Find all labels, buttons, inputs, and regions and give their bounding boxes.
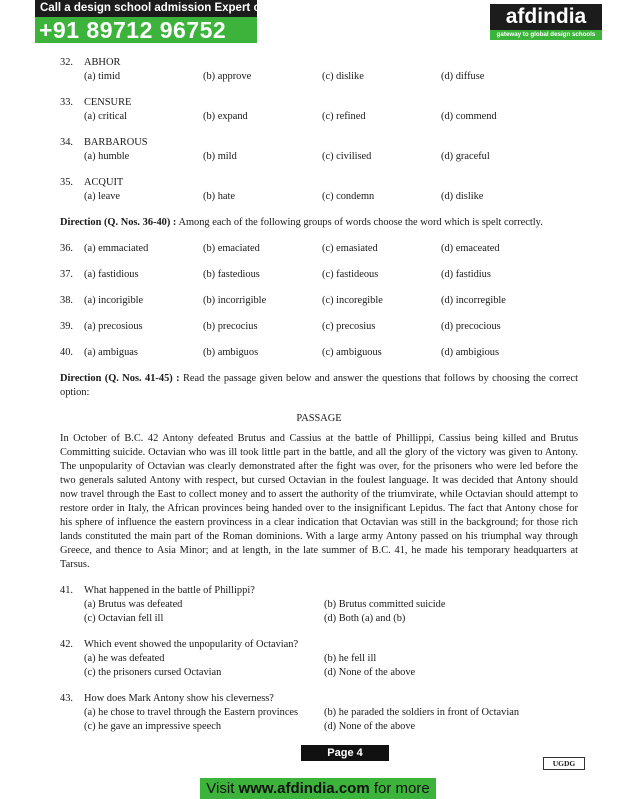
- exam-code-box: UGDG: [543, 757, 585, 770]
- option-d: (d) None of the above: [324, 721, 416, 732]
- question-number: 34.: [60, 137, 73, 148]
- option-d: (d) ambigious: [441, 347, 500, 358]
- question-number: 39.: [60, 321, 73, 332]
- visit-prefix: Visit: [206, 780, 239, 797]
- direction-label: Direction (Q. Nos. 36-40) :: [60, 217, 177, 228]
- option-d: (d) diffuse: [441, 71, 485, 82]
- option-a: (a) he was defeated: [84, 653, 165, 664]
- option-b: (b) incorrigible: [203, 295, 267, 306]
- option-d: (d) None of the above: [324, 667, 416, 678]
- option-c: (c) ambiguous: [322, 347, 382, 358]
- question-38: [60, 294, 578, 308]
- option-d: (d) graceful: [441, 151, 490, 162]
- phone-number[interactable]: +91 89712 96752: [35, 17, 257, 43]
- question-number: 40.: [60, 347, 73, 358]
- direction-41-45: [60, 372, 578, 400]
- admission-banner: [35, 0, 268, 43]
- option-c: (c) Octavian fell ill: [84, 613, 164, 624]
- page-number-badge: Page 4: [301, 745, 389, 761]
- question-number: 42.: [60, 639, 73, 650]
- option-c: (c) incoregible: [322, 295, 383, 306]
- passage-title: PASSAGE: [296, 413, 342, 424]
- option-a: (a) timid: [84, 71, 121, 82]
- direction-36-40: [60, 216, 578, 230]
- option-d: (d) Both (a) and (b): [324, 613, 406, 624]
- question-number: 33.: [60, 97, 73, 108]
- option-b: (b) ambiguos: [203, 347, 259, 358]
- option-a: (a) Brutus was defeated: [84, 599, 183, 610]
- option-b: (b) he paraded the soldiers in front of Octavian: [324, 707, 520, 718]
- option-a: (a) incorigible: [84, 295, 144, 306]
- option-b: (b) mild: [203, 151, 237, 162]
- option-a: (a) fastidious: [84, 269, 139, 280]
- option-b: (b) hate: [203, 191, 236, 202]
- passage-text: In October of B.C. 42 Antony defeated Brutus and Cassius at the battle of Phillippi, Cassius being killed and Brutus Committing suicide. Octavian who was ill took little part in the battle, and all the glory of the victory was given to Antony. The unpopularity of Octavian was clearly demonstrated after the fight was over, for the prisoners who were led before the two generals saluted Antony with respect, but cursed Octavian in the foulest language. It was decided that Antony should now travel through the East to collect money and to assert the authority of the triumvirate, while Octavian should attempt to restore order in Italy, the African provinces being handed over to the insignificant Lepidus. The fact that Antony chose for his sphere of influence the eastern provincess in a clear indication that Octavian was still in the background; for those rich lands constituted the main part of the Roman dominions. With a large army Antony passed on his triumphal way through Greece, and thence to Asia Minor; and at length, in the late summer of B.C. 41, he made his temporary headquarters at Tarsus.: [60, 433, 578, 570]
- option-b: (b) expand: [203, 111, 248, 122]
- question-word: BARBAROUS: [84, 137, 148, 148]
- question-number: 43.: [60, 693, 73, 704]
- question-37: [60, 268, 578, 282]
- question-43: [60, 692, 578, 734]
- option-a: (a) he chose to travel through the Eastern provinces: [84, 707, 299, 718]
- question-39: [60, 320, 578, 334]
- option-d: (d) fastidius: [441, 269, 491, 280]
- option-a: (a) critical: [84, 111, 127, 122]
- question-number: 36.: [60, 243, 73, 254]
- option-c: (c) dislike: [322, 71, 364, 82]
- question-41: [60, 584, 578, 626]
- option-b: (b) approve: [203, 71, 252, 82]
- option-b: (b) precocius: [203, 321, 258, 332]
- option-d: (d) commend: [441, 111, 497, 122]
- option-c: (c) civilised: [322, 151, 372, 162]
- question-33: [60, 96, 578, 124]
- question-number: 41.: [60, 585, 73, 596]
- visit-banner[interactable]: [200, 778, 436, 799]
- option-b: (b) Brutus committed suicide: [324, 599, 446, 610]
- logo-tagline: gateway to global design schools: [490, 30, 602, 40]
- option-c: (c) condemn: [322, 191, 375, 202]
- logo-text: afdindia: [490, 4, 602, 30]
- option-c: (c) he gave an impressive speech: [84, 721, 222, 732]
- question-number: 38.: [60, 295, 73, 306]
- option-c: (c) the prisoners cursed Octavian: [84, 667, 222, 678]
- visit-url[interactable]: www.afdindia.com: [238, 780, 370, 797]
- option-c: (c) fastideous: [322, 269, 379, 280]
- direction-label: Direction (Q. Nos. 41-45) :: [60, 373, 180, 384]
- question-40: [60, 346, 578, 360]
- question-32: [60, 56, 578, 84]
- question-word: ACQUIT: [84, 177, 124, 188]
- option-b: (b) fastedious: [203, 269, 260, 280]
- option-d: (d) incorregible: [441, 295, 506, 306]
- question-text: Which event showed the unpopularity of Octavian?: [84, 639, 299, 650]
- question-number: 37.: [60, 269, 73, 280]
- option-d: (d) emaceated: [441, 243, 500, 254]
- question-42: [60, 638, 578, 680]
- page-content: [60, 56, 578, 746]
- question-text: What happened in the battle of Phillippi?: [84, 585, 255, 596]
- option-d: (d) precocious: [441, 321, 501, 332]
- question-text: How does Mark Antony show his cleverness?: [84, 693, 274, 704]
- direction-text: Among each of the following groups of words choose the word which is spelt correctly.: [178, 217, 543, 228]
- question-number: 35.: [60, 177, 73, 188]
- call-text: Call a design school admission Expert on: [35, 0, 257, 17]
- option-a: (a) leave: [84, 191, 121, 202]
- question-35: [60, 176, 578, 204]
- question-34: [60, 136, 578, 164]
- option-b: (b) emaciated: [203, 243, 260, 254]
- question-36: [60, 242, 578, 256]
- direction-text: Read the passage given below and answer the questions that follows by choosing the correct option:: [60, 373, 578, 398]
- visit-suffix: for more: [369, 780, 430, 797]
- option-a: (a) humble: [84, 151, 130, 162]
- question-number: 32.: [60, 57, 73, 68]
- option-c: (c) emasiated: [322, 243, 378, 254]
- afdindia-logo: [490, 4, 602, 40]
- option-a: (a) emmaciated: [84, 243, 149, 254]
- question-word: CENSURE: [84, 97, 132, 108]
- option-c: (c) refined: [322, 111, 366, 122]
- option-a: (a) precosious: [84, 321, 143, 332]
- option-d: (d) dislike: [441, 191, 484, 202]
- option-b: (b) he fell ill: [324, 653, 377, 664]
- option-a: (a) ambiguas: [84, 347, 138, 358]
- option-c: (c) precosius: [322, 321, 376, 332]
- question-word: ABHOR: [84, 57, 121, 68]
